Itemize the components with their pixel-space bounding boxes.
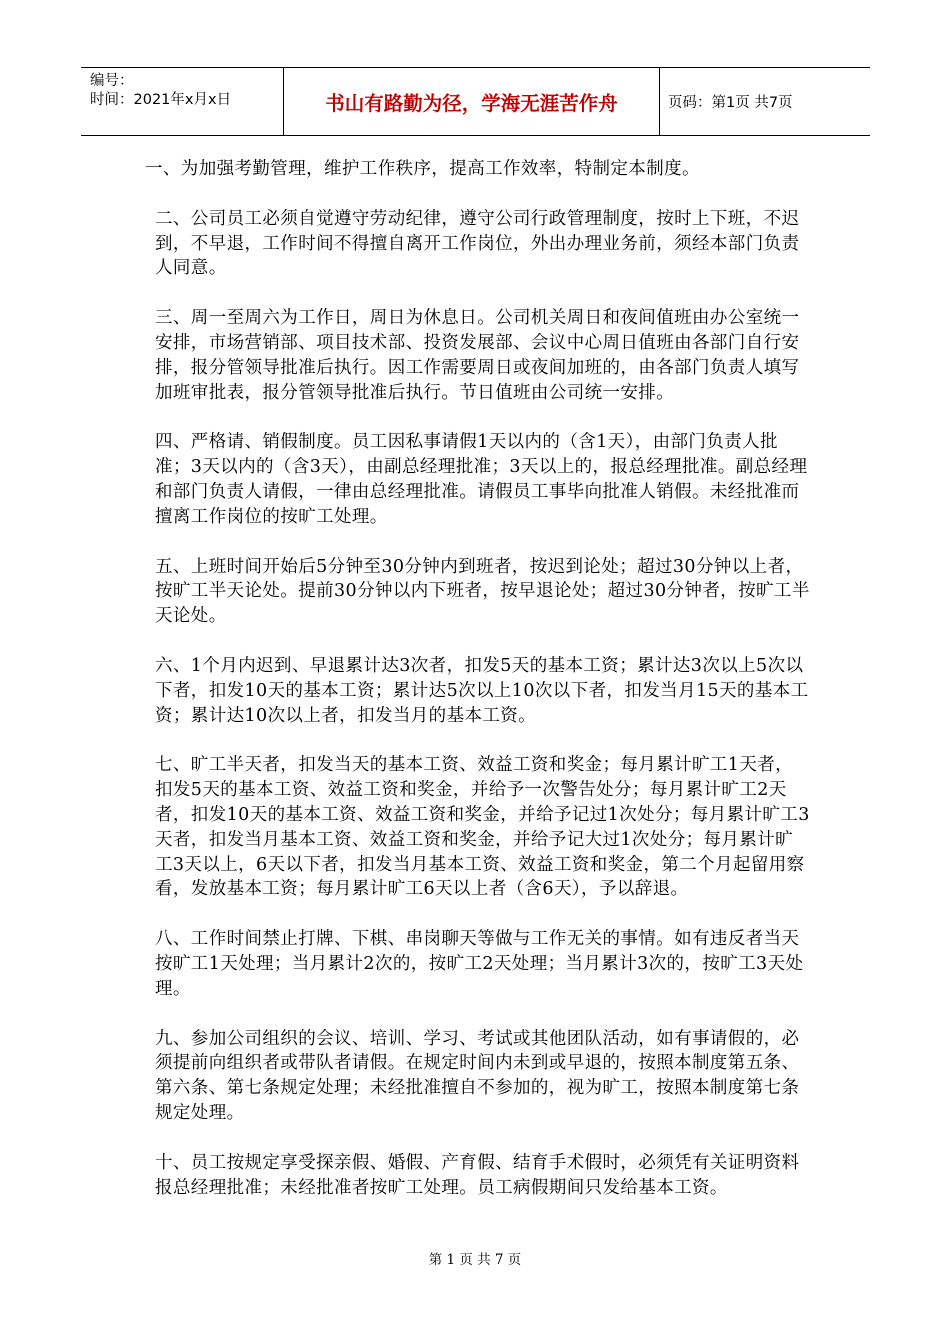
paragraph-1: 一、为加强考勤管理，维护工作秩序，提高工作效率，特制定本制度。 (145, 159, 700, 179)
header-page-code: 页码：第1页 共7页 (668, 95, 793, 111)
page-header (81, 67, 870, 136)
paragraph-6: 六、1个月内迟到、早退累计达3次者，扣发5天的基本工资；累计达3次以上5次以下者，扣发10天的基本工资；累计达5次以上10次以下者，扣发当月15天的基本工资；累计达10次以上者，扣发当月的基本工资。 (155, 655, 809, 726)
paragraph-4: 四、严格请、销假制度。员工因私事请假1天以内的（含1天），由部门负责人批准；3天以内的（含3天），由副总经理批准；3天以上的，报总经理批准。副总经理和部门负责人请假，一律由总经理批准。请假员工事毕向批准人销假。未经批准而擅离工作岗位的按旷工处理。 (155, 432, 808, 527)
header-motto: 书山有路勤为径，学海无涯苦作舟 (283, 68, 660, 135)
header-meta (81, 68, 283, 135)
paragraph-10: 十、员工按规定享受探亲假、婚假、产育假、结育手术假时，必须凭有关证明资料报总经理批准；未经批准者按旷工处理。员工病假期间只发给基本工资。 (155, 1152, 800, 1198)
paragraph-2: 二、公司员工必须自觉遵守劳动纪律，遵守公司行政管理制度，按时上下班，不迟到，不早退，工作时间不得擅自离开工作岗位，外出办理业务前，须经本部门负责人同意。 (155, 208, 800, 279)
document-number-label: 编号： (90, 73, 134, 89)
paragraph-5: 五、上班时间开始后5分钟至30分钟内到班者，按迟到论处；超过30分钟以上者，按旷工半天论处。提前30分钟以内下班者，按早退论处；超过30分钟者，按旷工半天论处。 (155, 556, 810, 627)
paragraph-3: 三、周一至周六为工作日，周日为休息日。公司机关周日和夜间值班由办公室统一安排，市场营销部、项目技术部、投资发展部、会议中心周日值班由各部门自行安排，报分管领导批准后执行。因工作需要周日或夜间加班的，由各部门负责人填写加班审批表，报分管领导批准后执行。节日值班由公司统一安排。 (155, 308, 800, 403)
document-date: 时间：2021年x月x日 (90, 92, 232, 108)
paragraph-8: 八、工作时间禁止打牌、下棋、串岗聊天等做与工作无关的事情。如有违反者当天按旷工1天处理；当月累计2次的，按旷工2天处理；当月累计3次的，按旷工3天处理。 (155, 929, 804, 999)
paragraph-7: 七、旷工半天者，扣发当天的基本工资、效益工资和奖金；每月累计旷工1天者，扣发5天的基本工资、效益工资和奖金，并给予一次警告处分；每月累计旷工2天者，扣发10天的基本工资、效益工资和奖金，并给予记过1次处分；每月累计旷工3天者，扣发当月基本工资、效益工资和奖金，并给予记大过1次处分；每月累计旷工3天以上，6天以下者，扣发当月基本工资、效益工资和奖金，第二个月起留用察看，发放基本工资；每月累计旷工6天以上者（含6天），予以辞退。 (155, 755, 810, 900)
paragraph-9: 九、参加公司组织的会议、培训、学习、考试或其他团队活动，如有事请假的，必须提前向组织者或带队者请假。在规定时间内未到或早退的，按照本制度第五条、第六条、第七条规定处理；未经批准擅自不参加的，视为旷工，按照本制度第七条规定处理。 (155, 1028, 800, 1123)
document-body (145, 157, 810, 1225)
page-footer: 第 1 页 共 7 页 (428, 1252, 522, 1268)
